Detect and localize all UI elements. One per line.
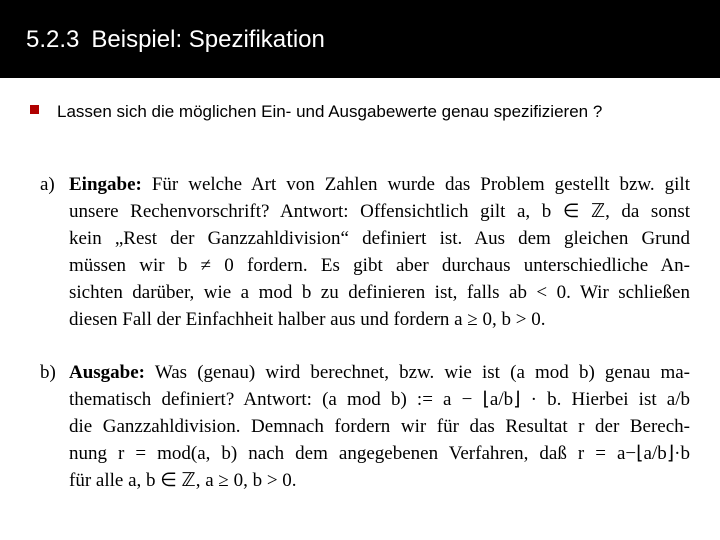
square-bullet-icon: [30, 105, 39, 114]
text-line: diesen Fall der Einfachheit halber aus und fordern a ≥ 0, b > 0.: [69, 309, 546, 330]
text-line: nung r = mod(a, b) nach dem angegebenen Verfahren, daß r = a−⌊a/b⌋·b: [69, 443, 690, 464]
paragraph-b: [40, 359, 690, 494]
bullet-text: Lassen sich die möglichen Ein- und Ausgabewerte genau spezifizieren ?: [57, 102, 603, 121]
text-line: für alle a, b ∈ ℤ, a ≥ 0, b > 0.: [69, 470, 297, 491]
text-line: thematisch definiert? Antwort: (a mod b) := a − ⌊a/b⌋ · b. Hierbei ist a/b: [69, 389, 690, 410]
slide-title: [26, 26, 325, 54]
text-line: unsere Rechenvorschrift? Antwort: Offensichtlich gilt a, b ∈ ℤ, da sonst: [69, 201, 690, 222]
item-label: a): [40, 174, 55, 195]
text-line: die Ganzzahldivision. Demnach fordern wir für das Resultat r der Berech-: [69, 416, 690, 437]
line-text: Eingabe: Für welche Art von Zahlen wurde das Problem gestellt bzw. gilt: [69, 174, 690, 195]
title-text: Beispiel: Spezifikation: [91, 26, 325, 53]
item-label: b): [40, 362, 56, 383]
section-number: 5.2.3: [26, 26, 80, 53]
keyword: Ausgabe:: [69, 362, 146, 383]
keyword: Eingabe:: [69, 174, 142, 195]
paragraph-a: [40, 171, 690, 333]
text-line: müssen wir b ≠ 0 fordern. Es gibt aber durchaus unterschiedliche An-: [69, 255, 690, 276]
text-line: [40, 171, 690, 198]
line-text: Ausgabe: Was (genau) wird berechnet, bzw. wie ist (a mod b) genau ma-: [69, 362, 690, 383]
text-line: sichten darüber, wie a mod b zu definieren ist, falls ab < 0. Wir schließen: [69, 282, 690, 303]
text-line: [40, 359, 690, 386]
text-line: kein „Rest der Ganzzahldivision“ definiert ist. Aus dem gleichen Grund: [69, 228, 690, 249]
title-bar: [0, 0, 720, 78]
